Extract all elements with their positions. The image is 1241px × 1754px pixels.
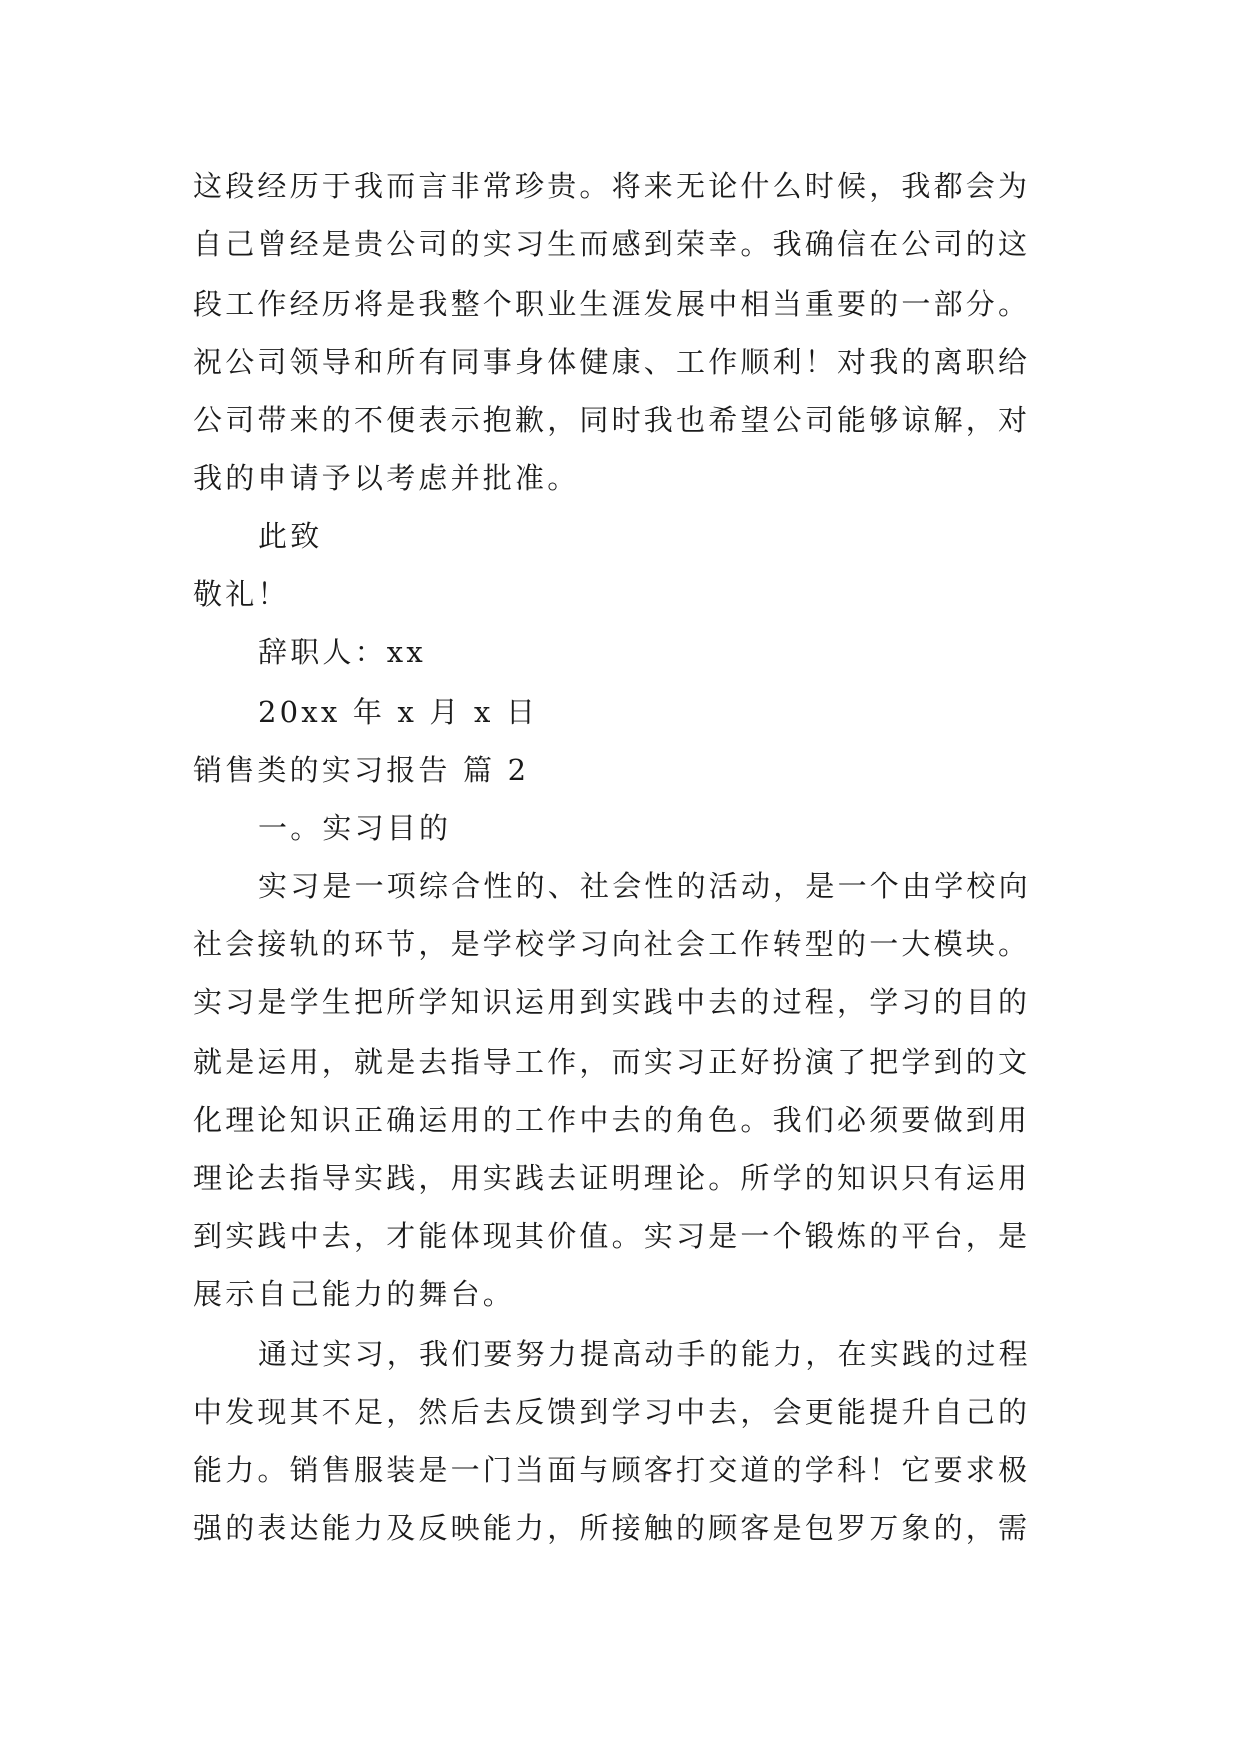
paragraph-line: 实习是学生把所学知识运用到实践中去的过程，学习的目的: [193, 985, 1031, 1019]
section-heading: 一。实习目的: [258, 811, 452, 845]
paragraph-line: 这段经历于我而言非常珍贵。将来无论什么时候，我都会为: [193, 169, 1031, 203]
paragraph-line: 中发现其不足，然后去反馈到学习中去，会更能提升自己的: [193, 1395, 1031, 1429]
paragraph-line: 能力。销售服装是一门当面与顾客打交道的学科！它要求极: [193, 1453, 1031, 1487]
paragraph-line: 就是运用，就是去指导工作，而实习正好扮演了把学到的文: [193, 1045, 1031, 1079]
paragraph-line: 实习是一项综合性的、社会性的活动，是一个由学校向: [258, 869, 1031, 903]
closing-line: 敬礼！: [193, 577, 290, 611]
paragraph-line: 祝公司领导和所有同事身体健康、工作顺利！对我的离职给: [193, 345, 1031, 379]
paragraph-line: 公司带来的不便表示抱歉，同时我也希望公司能够谅解，对: [193, 403, 1031, 437]
paragraph-line: 展示自己能力的舞台。: [193, 1277, 516, 1311]
paragraph-line: 段工作经历将是我整个职业生涯发展中相当重要的一部分。: [193, 287, 1031, 321]
paragraph-line: 到实践中去，才能体现其价值。实习是一个锻炼的平台，是: [193, 1219, 1031, 1253]
paragraph-line: 通过实习，我们要努力提高动手的能力，在实践的过程: [258, 1337, 1031, 1371]
paragraph-line: 社会接轨的环节，是学校学习向社会工作转型的一大模块。: [193, 927, 1031, 961]
paragraph-line: 理论去指导实践，用实践去证明理论。所学的知识只有运用: [193, 1161, 1031, 1195]
section-title: 销售类的实习报告 篇 2: [193, 753, 530, 787]
date-line: 20xx 年 x 月 x 日: [258, 695, 539, 729]
paragraph-line: 我的申请予以考虑并批准。: [193, 461, 580, 495]
paragraph-line: 化理论知识正确运用的工作中去的角色。我们必须要做到用: [193, 1103, 1031, 1137]
paragraph-line: 强的表达能力及反映能力，所接触的顾客是包罗万象的，需: [193, 1511, 1031, 1545]
paragraph-line: 自己曾经是贵公司的实习生而感到荣幸。我确信在公司的这: [193, 227, 1031, 261]
signature-line: 辞职人：xx: [258, 635, 426, 669]
salutation-line: 此致: [258, 519, 323, 553]
